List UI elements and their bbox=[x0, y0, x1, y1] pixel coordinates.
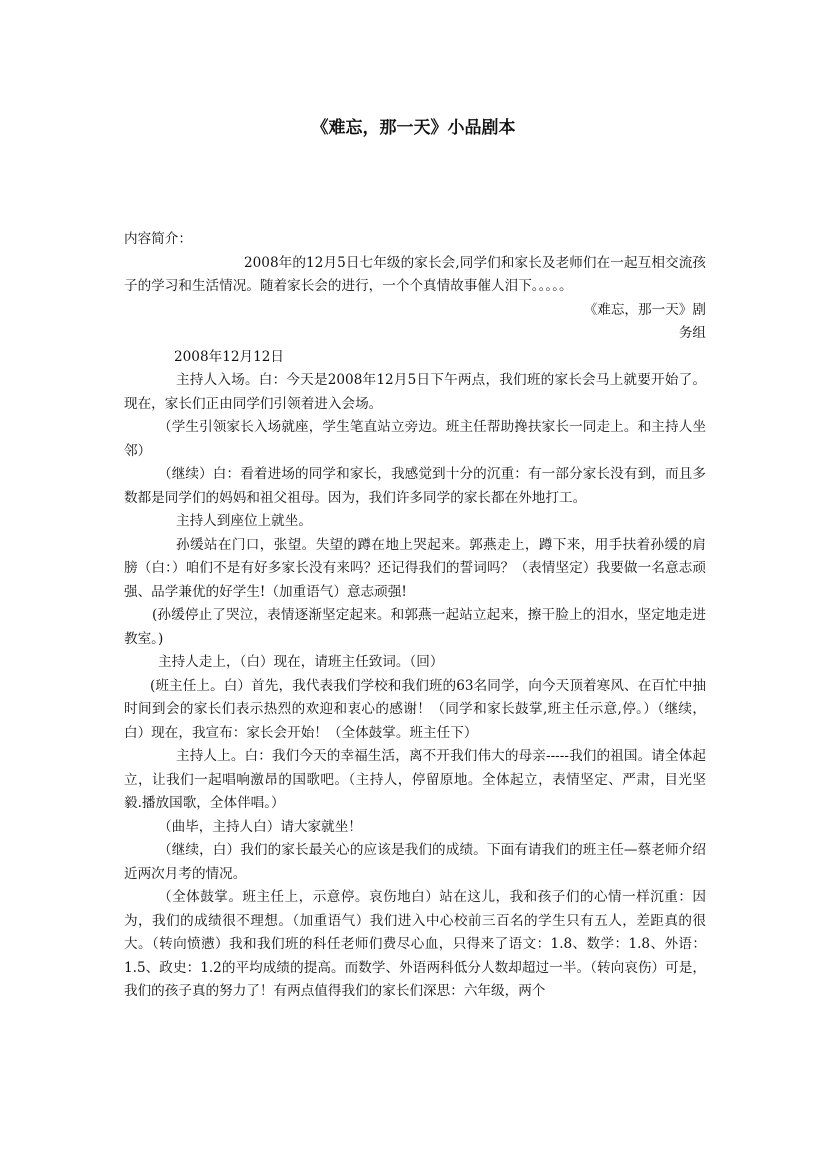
script-paragraph: （全体鼓掌。班主任上，示意停。哀伤地白）站在这儿，我和孩子们的心情一样沉重：因为，我们的成绩很不理想。（加重语气）我们进入中心校前三百名的学生只有五人，差距真的很大。（转向愤懑）我和我们班的科任老师们费尽心血，只得来了语文：1.8、数学：1.8、外语：1.5、政史：1.2的平均成绩的提高。而数学、外语两科低分人数却超过一半。（转向哀伤）可是，我们的孩子真的努力了！有两点值得我们的家长们深思：六年级，两个 bbox=[124, 889, 706, 999]
script-paragraph: （曲毕，主持人白）请大家就坐！ bbox=[158, 818, 362, 835]
script-paragraph: （学生引领家长入场就座，学生笔直站立旁边。班主任帮助搀扶家长一同走上。和主持人坐邻） bbox=[124, 419, 706, 459]
script-paragraphs bbox=[124, 369, 706, 1004]
script-paragraph: (班主任上。白）首先，我代表我们学校和我们班的63名同学，向今天顶着寒风、在百忙中抽时间到会的家长们表示热烈的欢迎和衷心的感谢！（同学和家长鼓掌,班主任示意,停。）（继续，白）现在，我宣布：家长会开始！（全体鼓掌。班主任下） bbox=[124, 677, 706, 741]
intro-text: 2008年的12月5日七年级的家长会,同学们和家长及老师们在一起互相交流孩子的学习和生活情况。随着家长会的进行，一个个真情故事催人泪下。。。。。 bbox=[124, 254, 706, 294]
script-paragraph: （继续）白：看着进场的同学和家长，我感觉到十分的沉重：有一部分家长没有到，而且多数都是同学们的妈妈和祖父祖母。因为，我们许多同学的家长都在外地打工。 bbox=[124, 466, 706, 506]
script-paragraph: 主持人入场。白：今天是2008年12月5日下午两点，我们班的家长会马上就要开始了。现在，家长们正由同学们引领着进入会场。 bbox=[124, 372, 706, 412]
document-body bbox=[124, 228, 706, 1004]
script-paragraph: （继续，白）我们的家长最关心的应该是我们的成绩。下面有请我们的班主任—蔡老师介绍近两次月考的情况。 bbox=[124, 842, 706, 882]
date-line: 2008年12月12日 bbox=[174, 348, 284, 365]
script-paragraph: 孙缓站在门口，张望。失望的蹲在地上哭起来。郭燕走上，蹲下来，用手扶着孙缓的肩膀（白：）咱们不是有好多家长没有来吗？还记得我们的誓词吗？（表情坚定）我要做一名意志顽强、品学兼优的好学生!（加重语气）意志顽强! bbox=[124, 536, 706, 600]
signature: 《难忘，那一天》剧务组 bbox=[583, 301, 706, 341]
intro-label: 内容简介： bbox=[124, 231, 192, 247]
script-paragraph: 主持人上。白：我们今天的幸福生活，离不开我们伟大的母亲-----我们的祖国。请全体起立，让我们一起唱响激昂的国歌吧。（主持人，停留原地。全体起立，表情坚定、严肃，目光坚毅.播放国歌，全体伴唱。） bbox=[124, 748, 706, 811]
document-title: 《难忘，那一天》小品剧本 bbox=[311, 118, 516, 138]
script-paragraph: 主持人走上，（白）现在，请班主任致词。（回） bbox=[158, 654, 444, 670]
script-paragraph: 主持人到座位上就坐。 bbox=[176, 513, 312, 529]
script-paragraph: (孙缓停止了哭泣，表情逐渐坚定起来。和郭燕一起站立起来，擦干脸上的泪水，坚定地走进教室。) bbox=[124, 607, 706, 647]
